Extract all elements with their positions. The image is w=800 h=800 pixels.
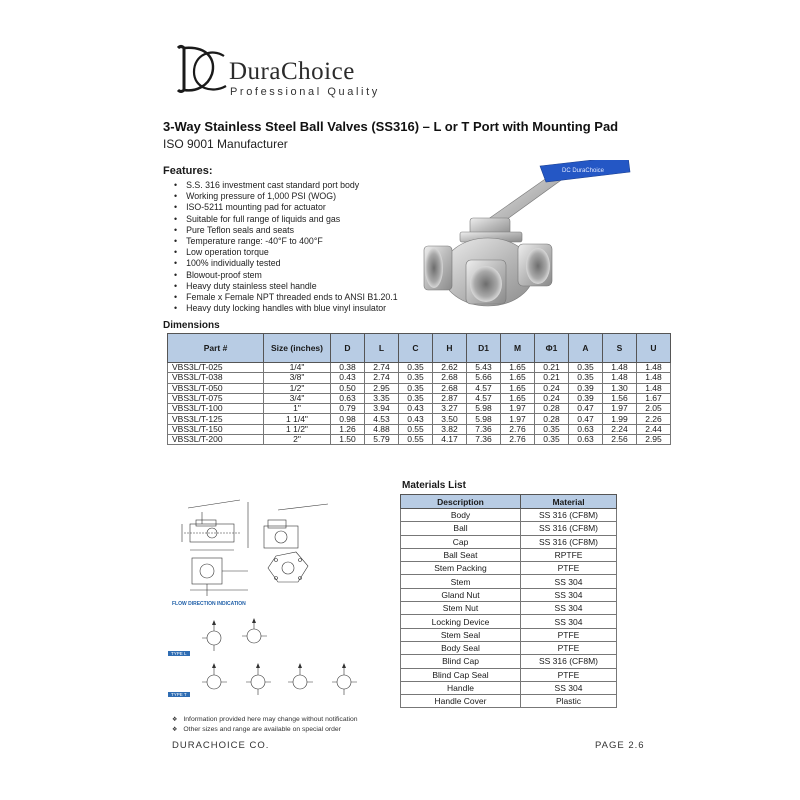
table-cell: 0.35 <box>569 373 603 383</box>
dimensions-body <box>168 363 671 445</box>
technical-drawing <box>168 490 388 708</box>
table-cell: 3.94 <box>365 404 399 414</box>
table-row <box>168 393 671 403</box>
table-cell: 0.21 <box>535 373 569 383</box>
column-header: D1 <box>467 334 501 363</box>
table-cell: 3.50 <box>433 414 467 424</box>
table-cell: Stem <box>401 575 521 588</box>
column-header: S <box>603 334 637 363</box>
column-header: Material <box>521 495 617 509</box>
table-cell: 1.97 <box>501 414 535 424</box>
table-cell: SS 316 (CF8M) <box>521 509 617 522</box>
table-cell: 0.35 <box>535 435 569 445</box>
table-cell: PTFE <box>521 628 617 641</box>
table-row <box>401 668 617 681</box>
table-cell: 1.48 <box>637 373 671 383</box>
table-cell: Handle <box>401 681 521 694</box>
table-cell: 2.26 <box>637 414 671 424</box>
table-cell: 1.48 <box>603 363 637 373</box>
table-cell: 3.35 <box>365 393 399 403</box>
table-cell: 2.95 <box>365 383 399 393</box>
page-subtitle: ISO 9001 Manufacturer <box>163 137 288 151</box>
table-cell: 0.43 <box>399 414 433 424</box>
table-cell: 1.30 <box>603 383 637 393</box>
table-cell: 3/4" <box>264 393 331 403</box>
table-cell: 1.48 <box>603 373 637 383</box>
table-row <box>168 373 671 383</box>
table-cell: 2.95 <box>637 435 671 445</box>
table-cell: 4.88 <box>365 424 399 434</box>
table-cell: VBS3L/T-100 <box>168 404 264 414</box>
table-cell: 1.48 <box>637 363 671 373</box>
table-cell: 2.74 <box>365 363 399 373</box>
table-row <box>401 522 617 535</box>
table-cell: 0.55 <box>399 435 433 445</box>
table-row <box>401 655 617 668</box>
table-cell: 1/4" <box>264 363 331 373</box>
table-cell: 1.67 <box>637 393 671 403</box>
table-cell: 0.28 <box>535 404 569 414</box>
table-cell: SS 304 <box>521 588 617 601</box>
table-row <box>401 628 617 641</box>
table-cell: 1.99 <box>603 414 637 424</box>
table-cell: Plastic <box>521 695 617 708</box>
table-row <box>401 681 617 694</box>
dimensions-table <box>167 333 671 445</box>
table-cell: Gland Nut <box>401 588 521 601</box>
table-cell: 4.57 <box>467 393 501 403</box>
feature-item: • Temperature range: -40°F to 400°F <box>174 236 398 247</box>
column-header: Φ1 <box>535 334 569 363</box>
table-cell: 1 1/2" <box>264 424 331 434</box>
table-cell: 0.35 <box>399 363 433 373</box>
table-cell: 3/8" <box>264 373 331 383</box>
table-cell: 2.05 <box>637 404 671 414</box>
table-row <box>401 548 617 561</box>
table-cell: 5.43 <box>467 363 501 373</box>
table-cell: 5.79 <box>365 435 399 445</box>
table-header-row <box>168 334 671 363</box>
table-cell: 0.35 <box>399 373 433 383</box>
table-cell: Blind Cap Seal <box>401 668 521 681</box>
table-cell: 0.38 <box>331 363 365 373</box>
table-cell: 1.56 <box>603 393 637 403</box>
table-cell: 2.68 <box>433 373 467 383</box>
table-cell: 2.56 <box>603 435 637 445</box>
table-cell: Stem Packing <box>401 562 521 575</box>
brand-tagline: Professional Quality <box>230 86 380 98</box>
page-title: 3-Way Stainless Steel Ball Valves (SS316) – L or T Port with Mounting Pad <box>163 119 619 134</box>
feature-item: • ISO-5211 mounting pad for actuator <box>174 202 398 213</box>
table-cell: 1.65 <box>501 383 535 393</box>
table-cell: Cap <box>401 535 521 548</box>
table-row <box>168 383 671 393</box>
table-cell: 1.26 <box>331 424 365 434</box>
type-l-label: TYPE L <box>168 651 190 656</box>
table-cell: 2.62 <box>433 363 467 373</box>
table-cell: 5.98 <box>467 404 501 414</box>
feature-item: • Low operation torque <box>174 247 398 258</box>
table-cell: 4.57 <box>467 383 501 393</box>
table-cell: 0.55 <box>399 424 433 434</box>
table-cell: 0.24 <box>535 383 569 393</box>
table-cell: 0.63 <box>569 424 603 434</box>
column-header: A <box>569 334 603 363</box>
table-cell: 2.76 <box>501 435 535 445</box>
table-cell: VBS3L/T-150 <box>168 424 264 434</box>
table-cell: 0.63 <box>569 435 603 445</box>
table-cell: 2.44 <box>637 424 671 434</box>
table-cell: 0.24 <box>535 393 569 403</box>
materials-table <box>400 494 617 708</box>
feature-item: • S.S. 316 investment cast standard port body <box>174 180 398 191</box>
svg-text:DC DuraChoice: DC DuraChoice <box>562 168 605 174</box>
note-item: ❖ Other sizes and range are available on special order <box>172 725 358 735</box>
table-cell: 1/2" <box>264 383 331 393</box>
table-row <box>401 615 617 628</box>
table-row <box>401 588 617 601</box>
brand-logo <box>172 40 422 100</box>
table-cell: VBS3L/T-025 <box>168 363 264 373</box>
footer-page-number: PAGE 2.6 <box>595 740 645 751</box>
table-row <box>168 414 671 424</box>
features-list <box>174 180 398 314</box>
table-cell: VBS3L/T-050 <box>168 383 264 393</box>
table-cell: 1" <box>264 404 331 414</box>
table-header-row <box>401 495 617 509</box>
table-cell: VBS3L/T-125 <box>168 414 264 424</box>
table-cell: Locking Device <box>401 615 521 628</box>
table-cell: 1.97 <box>603 404 637 414</box>
feature-item: • Blowout-proof stem <box>174 270 398 281</box>
column-header: H <box>433 334 467 363</box>
column-header: Part # <box>168 334 264 363</box>
table-cell: 0.21 <box>535 363 569 373</box>
table-cell: Ball <box>401 522 521 535</box>
table-cell: SS 304 <box>521 575 617 588</box>
table-cell: 1.65 <box>501 363 535 373</box>
table-cell: PTFE <box>521 668 617 681</box>
table-cell: VBS3L/T-075 <box>168 393 264 403</box>
column-header: M <box>501 334 535 363</box>
features-heading: Features: <box>163 165 213 177</box>
table-cell: Body <box>401 509 521 522</box>
flow-direction-label: FLOW DIRECTION INDICATION <box>172 601 246 607</box>
table-row <box>168 404 671 414</box>
table-cell: 0.50 <box>331 383 365 393</box>
type-t-label: TYPE T <box>168 692 190 697</box>
column-header: U <box>637 334 671 363</box>
table-row <box>168 363 671 373</box>
feature-item: • 100% individually tested <box>174 258 398 269</box>
table-cell: 0.98 <box>331 414 365 424</box>
table-cell: 0.35 <box>399 393 433 403</box>
table-cell: 0.39 <box>569 393 603 403</box>
table-cell: 0.43 <box>331 373 365 383</box>
table-cell: PTFE <box>521 641 617 654</box>
table-cell: 1.48 <box>637 383 671 393</box>
table-cell: 2.74 <box>365 373 399 383</box>
table-cell: 3.27 <box>433 404 467 414</box>
feature-item: • Suitable for full range of liquids and gas <box>174 214 398 225</box>
table-cell: 0.28 <box>535 414 569 424</box>
valve-product-image <box>422 160 634 320</box>
table-cell: 0.35 <box>535 424 569 434</box>
table-cell: 5.98 <box>467 414 501 424</box>
materials-body <box>401 509 617 708</box>
dc-monogram-icon <box>172 40 230 98</box>
table-row <box>401 575 617 588</box>
table-cell: PTFE <box>521 562 617 575</box>
table-cell: Ball Seat <box>401 548 521 561</box>
table-row <box>168 435 671 445</box>
table-cell: 0.47 <box>569 414 603 424</box>
table-row <box>401 509 617 522</box>
table-cell: Body Seal <box>401 641 521 654</box>
table-cell: 0.47 <box>569 404 603 414</box>
table-cell: Blind Cap <box>401 655 521 668</box>
column-header: Size (inches) <box>264 334 331 363</box>
column-header: L <box>365 334 399 363</box>
table-cell: 2.76 <box>501 424 535 434</box>
table-cell: 2.68 <box>433 383 467 393</box>
table-cell: 1.50 <box>331 435 365 445</box>
feature-item: • Working pressure of 1,000 PSI (WOG) <box>174 191 398 202</box>
table-cell: 3.82 <box>433 424 467 434</box>
table-cell: 1 1/4" <box>264 414 331 424</box>
table-cell: 1.65 <box>501 373 535 383</box>
table-cell: 0.63 <box>331 393 365 403</box>
table-row <box>401 695 617 708</box>
feature-item: • Pure Teflon seals and seats <box>174 225 398 236</box>
column-header: Description <box>401 495 521 509</box>
table-cell: 0.79 <box>331 404 365 414</box>
column-header: C <box>399 334 433 363</box>
column-header: D <box>331 334 365 363</box>
table-cell: 0.39 <box>569 383 603 393</box>
feature-item: • Heavy duty locking handles with blue vinyl insulator <box>174 303 398 314</box>
table-cell: 2" <box>264 435 331 445</box>
table-cell: 1.97 <box>501 404 535 414</box>
table-cell: Stem Seal <box>401 628 521 641</box>
table-row <box>168 424 671 434</box>
table-cell: SS 316 (CF8M) <box>521 522 617 535</box>
table-cell: 5.66 <box>467 373 501 383</box>
feature-item: • Female x Female NPT threaded ends to ANSI B1.20.1 <box>174 292 398 303</box>
feature-item: • Heavy duty stainless steel handle <box>174 281 398 292</box>
table-cell: SS 304 <box>521 681 617 694</box>
table-row <box>401 535 617 548</box>
note-item: ❖ Information provided here may change without notification <box>172 715 358 725</box>
dimensions-heading: Dimensions <box>163 320 220 331</box>
table-cell: SS 316 (CF8M) <box>521 655 617 668</box>
table-cell: 0.43 <box>399 404 433 414</box>
table-row <box>401 562 617 575</box>
table-cell: 7.36 <box>467 435 501 445</box>
table-cell: 0.35 <box>399 383 433 393</box>
table-row <box>401 641 617 654</box>
table-row <box>401 602 617 615</box>
materials-heading: Materials List <box>402 480 466 491</box>
brand-name: DuraChoice <box>229 58 355 85</box>
table-cell: VBS3L/T-038 <box>168 373 264 383</box>
table-cell: 4.17 <box>433 435 467 445</box>
table-cell: 4.53 <box>365 414 399 424</box>
table-cell: VBS3L/T-200 <box>168 435 264 445</box>
table-cell: 2.87 <box>433 393 467 403</box>
notes-list <box>172 715 358 735</box>
table-cell: 1.65 <box>501 393 535 403</box>
table-cell: SS 304 <box>521 602 617 615</box>
table-cell: Handle Cover <box>401 695 521 708</box>
table-cell: RPTFE <box>521 548 617 561</box>
table-cell: SS 316 (CF8M) <box>521 535 617 548</box>
table-cell: SS 304 <box>521 615 617 628</box>
table-cell: Stem Nut <box>401 602 521 615</box>
footer-company: DURACHOICE CO. <box>172 740 270 751</box>
table-cell: 0.35 <box>569 363 603 373</box>
table-cell: 2.24 <box>603 424 637 434</box>
table-cell: 7.36 <box>467 424 501 434</box>
